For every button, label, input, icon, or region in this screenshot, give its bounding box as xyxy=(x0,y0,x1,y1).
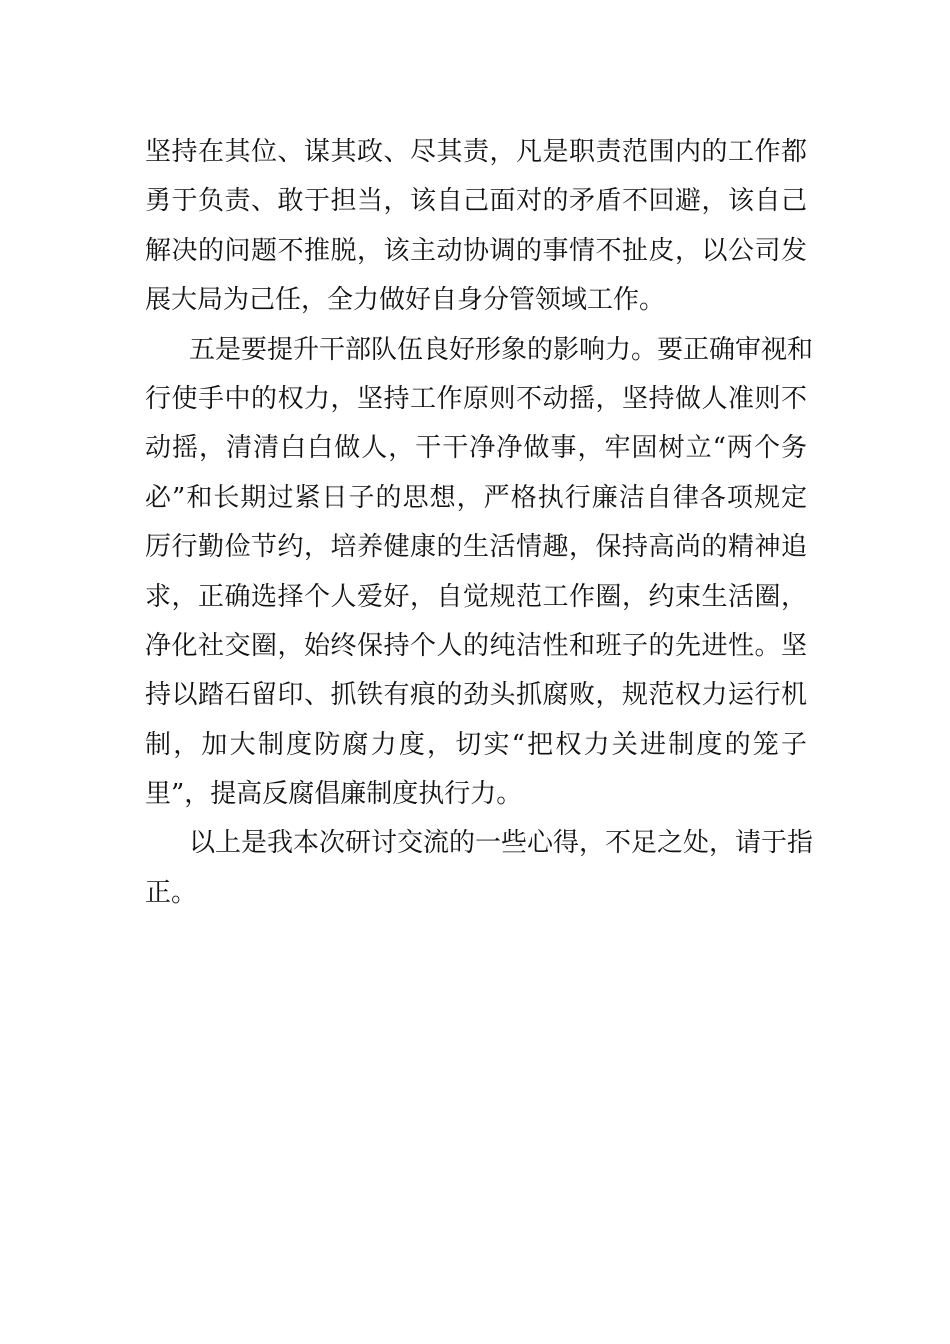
text-line: 持以踏石留印、抓铁有痕的劲头抓腐败，规范权力运行机 xyxy=(145,680,807,711)
text-line: 里”，提高反腐倡廉制度执行力。 xyxy=(145,779,523,810)
text-line: 厉行勤俭节约，培养健康的生活情趣，保持高尚的精神追 xyxy=(145,532,807,563)
text-line: 必”和长期过紧日子的思想，严格执行廉洁自律各项规定 xyxy=(145,482,807,513)
text-line: 净化社交圈，始终保持个人的纯洁性和班子的先进性。坚 xyxy=(145,630,807,661)
text-line: 求，正确选择个人爱好，自觉规范工作圈，约束生活圈， xyxy=(145,581,807,612)
text-line: 正。 xyxy=(145,877,198,908)
text-line: 勇于负责、敢于担当，该自己面对的矛盾不回避，该自己 xyxy=(145,186,807,217)
text-line: 解决的问题不推脱，该主动协调的事情不扯皮，以公司发 xyxy=(145,235,807,266)
text-line: 动摇，清清白白做人，干干净净做事，牢固树立“两个务 xyxy=(145,433,807,464)
text-line: 展大局为己任，全力做好自身分管领域工作。 xyxy=(145,285,666,316)
text-line: 坚持在其位、谋其政、尽其责，凡是职责范围内的工作都 xyxy=(145,137,807,167)
paragraph-first-line: 以上是我本次研讨交流的一些心得，不足之处，请于指 xyxy=(189,828,814,859)
text-line: 行使手中的权力，坚持工作原则不动摇，坚持做人准则不 xyxy=(145,383,807,414)
document-body xyxy=(145,128,814,918)
text-line: 制，加大制度防腐力度，切实“把权力关进制度的笼子 xyxy=(145,729,807,760)
paragraph-first-line: 五是要提升干部队伍良好形象的影响力。要正确审视和 xyxy=(189,334,814,365)
